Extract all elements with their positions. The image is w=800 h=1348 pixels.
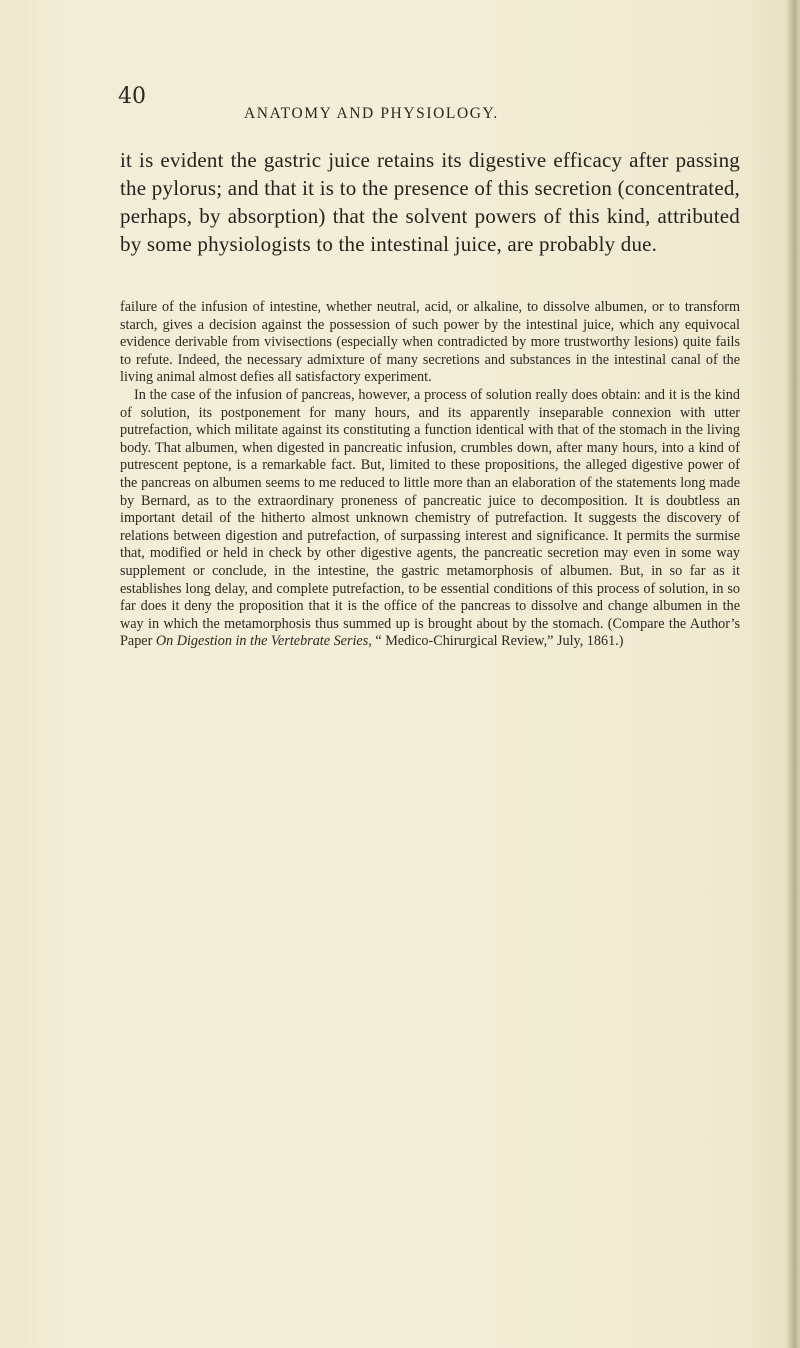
lead-paragraph: it is evident the gastric juice retains its digestive efficacy after passing the pylorus; and that it is to the presence of this secretion (concentrated, perhaps, by absorption) that the solvent powers of this kind, attributed by some physiologists to the intestinal juice, are probably due. <box>120 148 740 256</box>
paper-title: On Digestion in the Vertebrate Series, <box>155 633 372 650</box>
running-head: ANATOMY AND PHYSIOLOGY. <box>244 105 499 122</box>
note-paragraph-2 <box>120 387 740 651</box>
note-paragraph-2-end: “ Medico-Chirurgical Review,” July, 1861.) <box>375 633 624 650</box>
note-paragraph-1: failure of the infusion of intestine, whether neutral, acid, or alkaline, to dissolve albumen, or to transform starch, gives a decision against the possession of such power by the intestinal juice, which any equivocal evidence derivable from vivisections (especially when contradicted by more trustworthy lesions) quite fails to refute. Indeed, the necessary admixture of many secretions and substances in the intestinal canal of the living animal almost defies all satisfactory experiment. <box>120 299 740 386</box>
page-number: 40 <box>118 84 146 109</box>
note-paragraph-2-text: In the case of the infusion of pancreas, however, a process of solution really does obtain: and it is the kind of solution, its postponement for many hours, and its apparently inseparable connexion with utter putrefaction, which militate against its constituting a function identical with that of the stomach in the living body. That albumen, when digested in pancreatic infusion, crumbles down, after many hours, into a kind of putrescent peptone, is a remarkable fact. But, limited to these propositions, the alleged digestive power of the pancreas on albumen seems to me reduced to little more than an elaboration of the statements long made by Bernard, as to the extraordinary proneness of pancreatic juice to decomposition. It is doubtless an important detail of the hitherto almost unknown chemistry of putrefaction. It suggests the discovery of relations between digestion and putrefaction, of surpassing interest and significance. It permits the surmise that, modified or held in check by other digestive agents, the pancreatic secretion may even in some way supplement or conclude, in the intestine, the gastric metamorphosis of albumen. But, in so far as it establishes long delay, and complete putrefaction, to be essential conditions of this process of solution, in so far does it deny the proposition that it is the office of the pancreas to dissolve and change albumen in the way in which the metamorphosis thus summed up is brought about by the stomach. (Compare the Author’s Paper <box>120 386 740 650</box>
footnote-block <box>120 299 740 651</box>
page-edge-shadow <box>786 0 800 1348</box>
